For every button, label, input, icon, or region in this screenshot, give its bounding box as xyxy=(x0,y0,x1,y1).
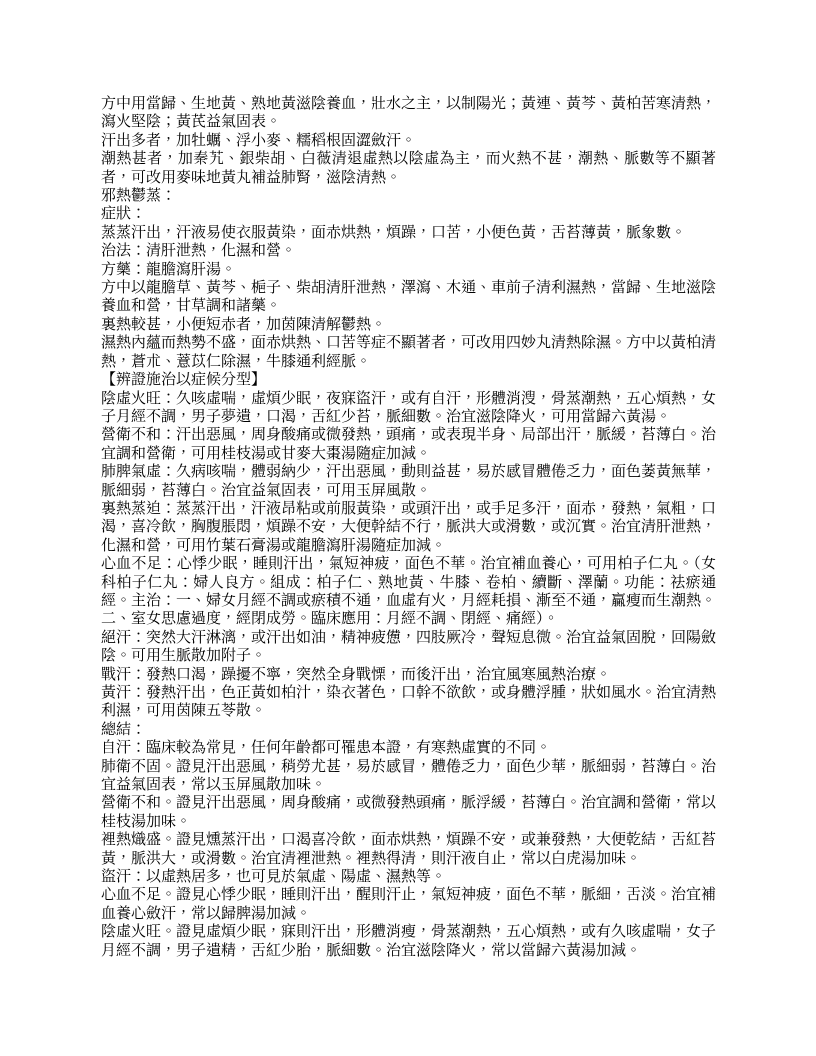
paragraph: 汗出多者，加牡蠣、浮小麥、糯稻根固澀斂汗。 xyxy=(101,132,417,149)
paragraph: 邪熱鬱蒸： xyxy=(101,188,177,205)
paragraph: 症狀： xyxy=(101,206,147,223)
paragraph: 陰虛火旺。證見虛煩少眠，寐則汗出，形體消瘦，骨蒸潮熱，五心煩熱，或有久咳虛喘，女子月經不調，男子遺精，舌紅少胎，脈細數。治宜滋陰降火，常以當歸六黃湯加減。 xyxy=(101,924,717,959)
paragraph: 肺脾氣虛：久病咳喘，體弱納少，汗出惡風，動則益甚，易於感冒體倦乏力，面色萎黃無華，脈細弱，苔薄白。治宜益氣固表，可用玉屏風散。 xyxy=(101,464,717,499)
document-text-block xyxy=(101,95,716,960)
paragraph: 方藥：龍膽瀉肝湯。 xyxy=(101,261,237,278)
paragraph: 裡熱熾盛。證見燻蒸汗出，口渴喜冷飲，面赤烘熱，煩躁不安，或兼發熱，大便乾結，舌紅苔黃，脈洪大，或滑數。治宜清裡泄熱。裡熱得清，則汗液自止，常以白虎湯加味。 xyxy=(101,832,717,867)
paragraph: 蒸蒸汗出，汗液易使衣服黃染，面赤烘熱，煩躁，口苦，小便色黃，舌苔薄黃，脈象數。 xyxy=(101,224,687,241)
paragraph: 方中以龍膽草、黃芩、梔子、柴胡清肝泄熱，澤瀉、木通、車前子清利濕熱，當歸、生地滋陰養血和營，甘草調和諸藥。 xyxy=(101,280,717,315)
paragraph: 營衛不和：汗出惡風，周身酸痛或微發熱，頭痛，或表現半身、局部出汗，脈緩，苔薄白。治宜調和營衛，可用桂枝湯或甘麥大棗湯隨症加減。 xyxy=(101,427,717,462)
paragraph: 絕汗：突然大汗淋漓，或汗出如油，精神疲憊，四肢厥冷，聲短息微。治宜益氣固脫，回陽斂陰。可用生脈散加附子。 xyxy=(101,629,717,665)
paragraph: 濕熱內蘊而熱勢不盛，面赤烘熱、口苦等症不顯著者，可改用四妙丸清熱除濕。方中以黃柏清熱，蒼朮、薏苡仁除濕，牛膝通利經脈。 xyxy=(101,335,717,370)
paragraph: 裏熱蒸迫：蒸蒸汗出，汗液昂粘或前服黃染，或頭汗出，或手足多汗，面赤，發熱，氣粗，口渴，喜冷飲，胸腹脹悶，煩躁不安，大便幹結不行，脈洪大或滑數，或沉實。治宜清肝泄熱，化濕和營，可用竹葉石膏湯或龍膽瀉肝湯隨症加減。 xyxy=(101,500,717,554)
paragraph: 心血不足：心悸少眠，睡則汗出，氣短神疲，面色不華。治宜補血養心，可用柏子仁丸。（女科柏子仁丸：婦人良方。組成：柏子仁、熟地黃、牛膝、卷柏、續斷、澤蘭。功能：祛瘀通經。主治：一、婦女月經不調或瘀積不通，血虛有火，月經耗損、漸至不通，贏瘦而生潮熱。二、室女思慮過度，經閉成勞。臨床應用：月經不調、閉經、痛經）。 xyxy=(101,556,717,628)
paragraph: 營衛不和。證見汗出惡風，周身酸痛，或微發熱頭痛，脈浮緩，苔薄白。治宜調和營衛，常以桂枝湯加味。 xyxy=(101,795,717,830)
paragraph: 黃汗：發熱汗出，色正黃如柏汁，染衣著色，口幹不欲飲，或身體浮腫，狀如風水。治宜清熱利濕，可用茵陳五苓散。 xyxy=(101,685,717,720)
paragraph: 肺衛不固。證見汗出惡風，稍勞尤甚，易於感冒，體倦乏力，面色少華，脈細弱，苔薄白。治宜益氣固表，常以玉屏風散加味。 xyxy=(101,758,717,794)
paragraph: 戰汗：發熱口渴，躁擾不寧，突然全身戰慄，而後汗出，治宜風寒風熱治療。 xyxy=(101,666,612,683)
paragraph: 潮熱甚者，加秦艽、銀柴胡、白薇清退虛熱以陰虛為主，而火熱不甚，潮熱、脈數等不顯著者，可改用麥味地黃丸補益肺腎，滋陰清熱。 xyxy=(101,151,716,186)
paragraph: 裏熱較甚，小便短赤者，加茵陳清解鬱熱。 xyxy=(101,316,387,333)
paragraph: 陰虛火旺：久咳虛喘，虛煩少眠，夜寐盜汗，或有自汗，形體消溲，骨蒸潮熱，五心煩熱，女子月經不調，男子夢遺，口渴，舌紅少苔，脈細數。治宜滋陰降火，可用當歸六黃湯。 xyxy=(101,390,717,425)
paragraph: 心血不足。證見心悸少眠，睡則汗出，醒則汗止，氣短神疲，面色不華，脈細，舌淡。治宜補血養心斂汗，常以歸脾湯加減。 xyxy=(101,887,717,922)
paragraph: 總結： xyxy=(101,721,147,738)
paragraph: 方中用當歸、生地黃、熟地黃滋陰養血，壯水之主，以制陽光；黃連、黃芩、黃柏苦寒清熱，瀉火堅陰；黃芪益氣固表。 xyxy=(101,96,717,131)
paragraph: 自汗：臨床較為常見，任何年齡都可罹患本證，有寒熱虛實的不同。 xyxy=(101,740,552,757)
paragraph: 治法：清肝泄熱，化濕和營。 xyxy=(101,243,297,260)
paragraph: 【辨證施治以症候分型】 xyxy=(101,372,267,389)
paragraph: 盜汗：以虛熱居多，也可見於氣虛、陽虛、濕熱等。 xyxy=(101,869,447,886)
